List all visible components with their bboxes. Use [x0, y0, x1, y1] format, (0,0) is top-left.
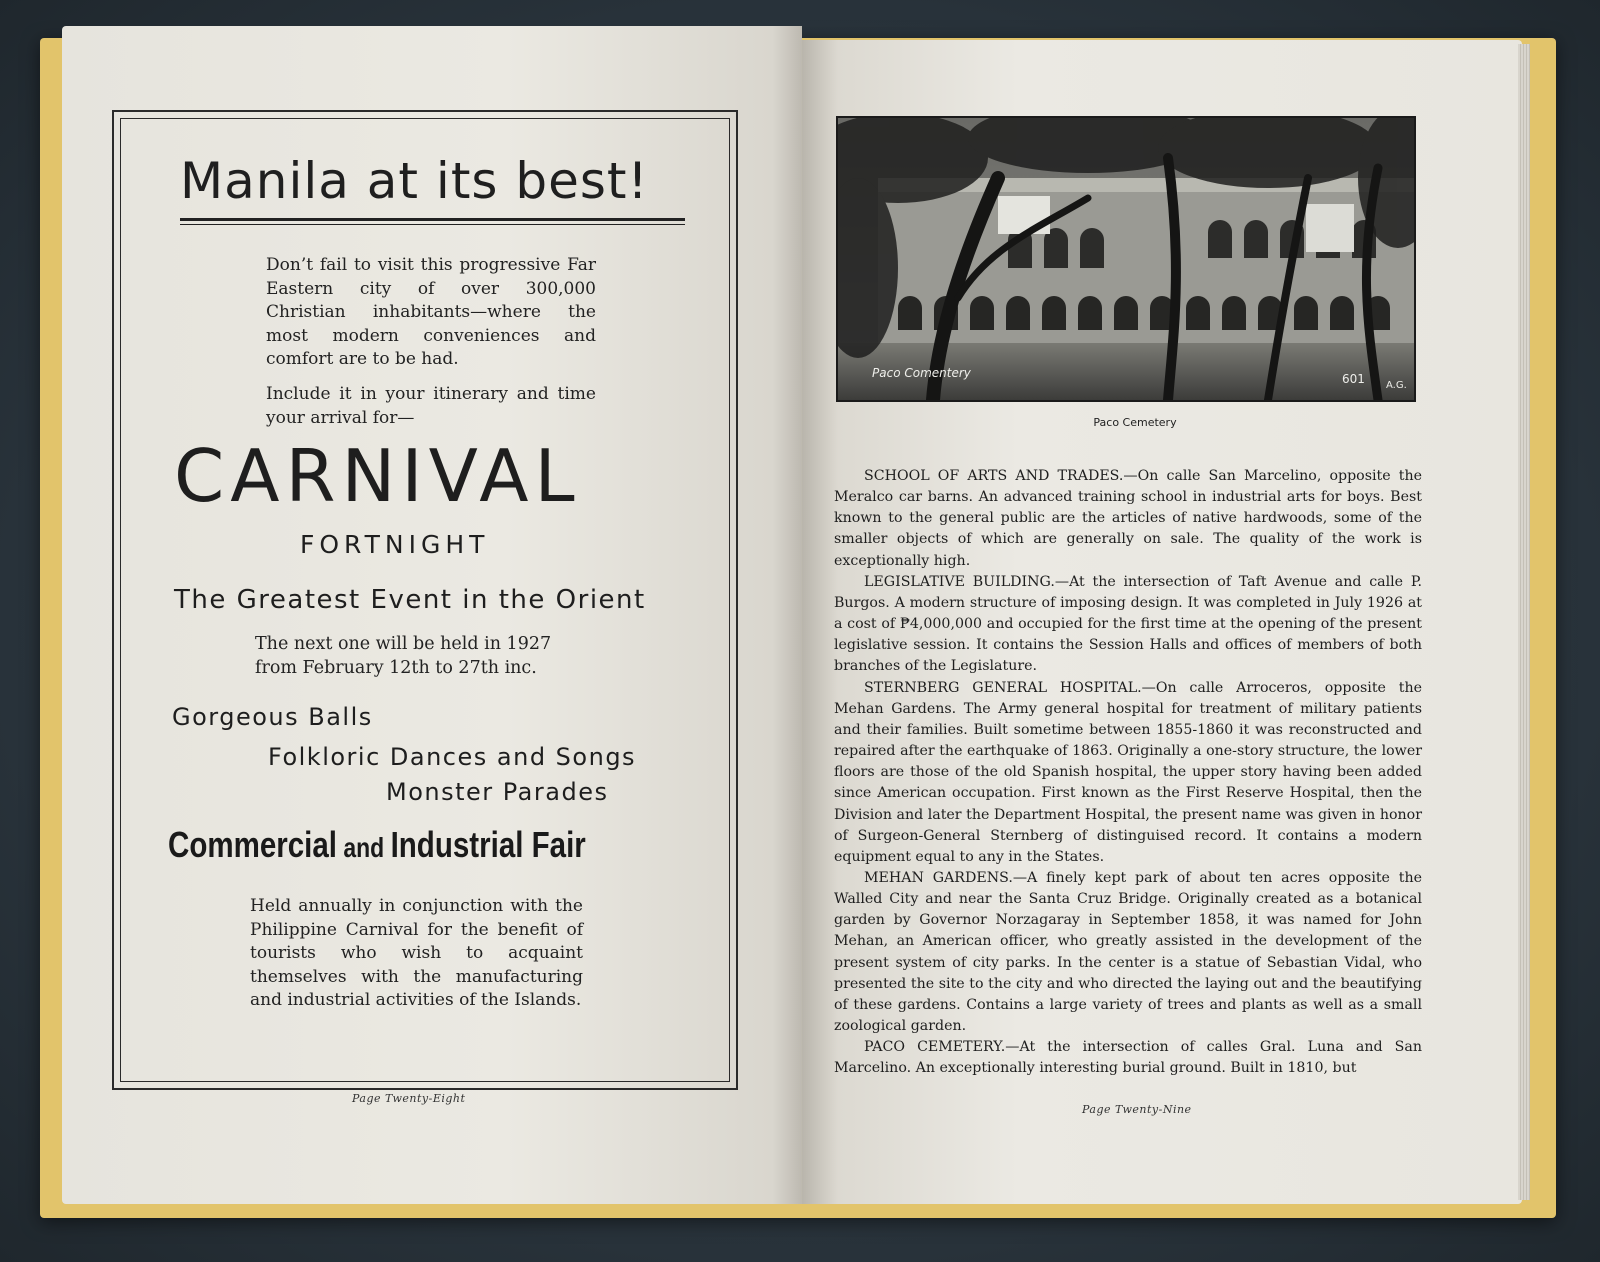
entry-school-arts-trades	[834, 466, 1422, 572]
entry-text: —On calle San Marcelino, opposite the Meralco car barns. An advanced training school in industrial arts for boys. Best known to the general public are the articles of native hardwoods, some of the smaller objects of which are generally on sale. The quality of the work is exceptionally high.	[834, 468, 1423, 569]
attraction-dances: Folkloric Dances and Songs	[268, 743, 637, 771]
entry-heading: MEHAN GARDENS.	[864, 869, 1013, 886]
photo-inscription: Paco Comentery	[872, 366, 971, 380]
greatest-event-tagline: The Greatest Event in the Orient	[174, 585, 646, 615]
entry-sternberg-hospital	[834, 678, 1422, 868]
fair-title-and: and	[336, 832, 391, 863]
cemetery-photo-illustration	[838, 118, 1414, 400]
headline-rule	[180, 218, 685, 225]
page-edges	[1518, 44, 1530, 1200]
entry-text: —At the intersection of calles Gral. Luna and San Marcelino. An exceptionally interesting burial ground. Built in 1810, but	[834, 1039, 1422, 1077]
entry-heading: SCHOOL OF ARTS AND TRADES.	[864, 468, 1124, 484]
fortnight-subtitle: FORTNIGHT	[300, 530, 490, 559]
right-page-number: Page Twenty-Nine	[1082, 1103, 1192, 1116]
photo-caption: Paco Cemetery	[1093, 416, 1177, 429]
left-page-number: Page Twenty-Eight	[352, 1092, 466, 1105]
fair-description: Held annually in conjunction with the Philippine Carnival for the benefit of tourists who wish to acquaint themselves with the manufacturing and industrial activities of the Islands.	[250, 896, 583, 1010]
attraction-parades: Monster Parades	[386, 778, 609, 806]
entry-text: —On calle Arroceros, opposite the Mehan Gardens. The Army general hospital for treatment of military patients and their families. Built sometime between 1855-1860 it was reconstructed and repaired after the earthquake of 1863. Originally a one-story structure, the lower floors are those of the old Spanish hospital, the upper story having been added since American occupation. First known as the First Reserve Hospital, then the Division and later the Department Hospital, the present name was given in honor of Surgeon-General Sternberg of distinguised record. It contains a modern equipment equal to any in the States.	[834, 679, 1422, 865]
entry-text: —A finely kept park of about ten acres opposite the Walled City and near the Santa Cruz Bridge. Originally created as a botanical garden by Governor Norzagaray in September 1858, it was named for John Mehan, an American officer, who greatly assisted in the development of the present system of city parks. In the center is a statue of Sebastian Vidal, who presented the site to the city and who directed the laying out and the beautifying of these gardens. Contains a large variety of trees and plants as well as a small zoological garden.	[834, 869, 1422, 1035]
entry-heading: STERNBERG GENERAL HOSPITAL.	[864, 679, 1142, 696]
ad-headline: Manila at its best!	[180, 152, 649, 210]
fair-title	[168, 824, 586, 866]
entry-mehan-gardens	[834, 868, 1422, 1037]
paco-cemetery-photo	[836, 116, 1416, 402]
guide-text	[834, 466, 1422, 1080]
entry-paco-cemetery	[834, 1037, 1422, 1079]
entry-heading: LEGISLATIVE BUILDING.	[864, 573, 1055, 590]
entry-text: —At the intersection of Taft Avenue and calle P. Burgos. A modern structure of imposing design. It was completed in July 1926 at a cost of ₱4,000,000 and occupied for the first time at the opening of the present legislative session. It contains the Session Halls and offices of members of both branches of the Legislature.	[834, 573, 1422, 675]
ad-intro-paragraph: Don’t fail to visit this progressive Far Eastern city of over 300,000 Christian inhabitants—where the most modern conveniences and comfort are to be had.	[266, 255, 596, 369]
fair-title-commercial: Commercial	[168, 824, 337, 865]
entry-legislative-building	[834, 572, 1422, 678]
photo-number: 601	[1342, 372, 1365, 386]
entry-heading: PACO CEMETERY.	[864, 1039, 1006, 1056]
attraction-balls: Gorgeous Balls	[172, 703, 373, 731]
fair-title-industrial: Industrial Fair	[390, 824, 586, 865]
ad-itinerary-paragraph: Include it in your itinerary and time your arrival for—	[266, 384, 596, 428]
next-carnival-dates: The next one will be held in 1927 from February 12th to 27th inc.	[255, 634, 552, 678]
photo-initials: A.G.	[1386, 380, 1407, 391]
carnival-title: CARNIVAL	[174, 434, 581, 518]
